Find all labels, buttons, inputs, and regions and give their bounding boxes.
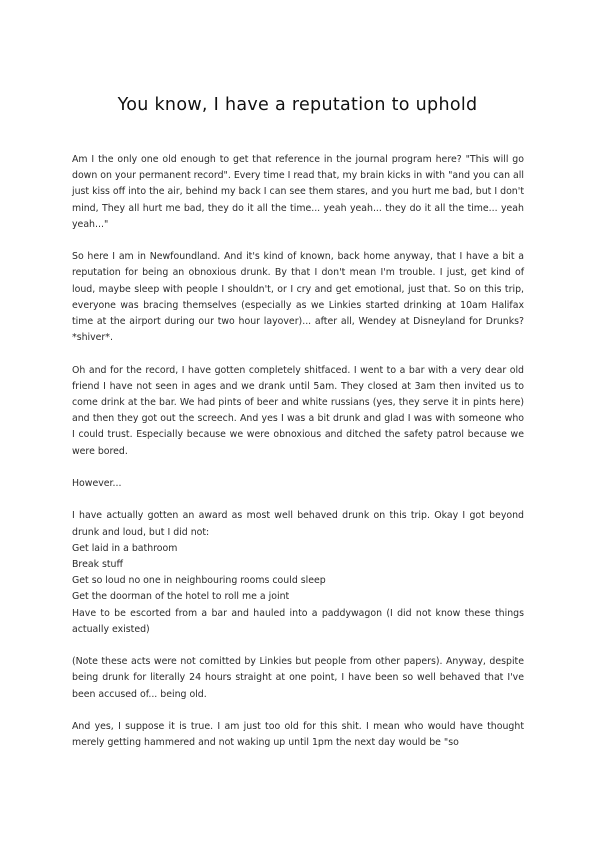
list-item: Get laid in a bathroom — [72, 542, 178, 554]
paragraph: So here I am in Newfoundland. And it's kind of known, back home anyway, that I have a bit a reputation for being an obnoxious drunk. By that I don't mean I'm trouble. I just, get kind of loud, maybe sleep with people I shouldn't, or I cry and get emotional, just that. So on this trip, everyone was bracing themselves (especially as we Linkies started drinking at 10am Halifax time at the airport during our two hour layover)... after all, Wendey at Disneyland for Drunks? *shiver*. — [72, 251, 524, 344]
list-item: Get so loud no one in neighbouring rooms could sleep — [72, 575, 326, 587]
paragraph: Oh and for the record, I have gotten completely shitfaced. I went to a bar with a very dear old friend I have not seen in ages and we drank until 5am. They closed at 3am then invited us to come drink at the bar. We had pints of beer and white russians (yes, they serve it in pints here) and then they got out the screech. And yes I was a bit drunk and glad I was with someone who I could trust. Especially because we were obnoxious and ditched the safety patrol because we were bored. — [72, 364, 524, 457]
paragraph: (Note these acts were not comitted by Linkies but people from other papers). Anyway, despite being drunk for literally 24 hours straight at one point, I have been so well behaved that I've been accused of... being old. — [72, 656, 524, 700]
paragraph: And yes, I suppose it is true. I am just too old for this shit. I mean who would have thought merely getting hammered and not waking up until 1pm the next day would be "so — [72, 721, 524, 749]
list-item: Have to be escorted from a bar and hauled into a paddywagon (I did not know these things actually existed) — [72, 607, 524, 635]
document-body — [72, 152, 524, 768]
list-intro-paragraph: I have actually gotten an award as most well behaved drunk on this trip. Okay I got beyond drunk and loud, but I did not: — [72, 510, 524, 538]
list-item: Break stuff — [72, 559, 123, 571]
paragraph: Am I the only one old enough to get that reference in the journal program here? "This will go down on your permanent record". Every time I read that, my brain kicks in with "and you can all just kiss off into the air, behind my back I can see them stares, and you hurt me bad, but I don't mind, They all hurt me bad, they do it all the time... yeah yeah... they do it all the time... yeah yeah..." — [72, 154, 524, 230]
document-title: You know, I have a reputation to uphold — [117, 95, 478, 115]
list-item: Get the doorman of the hotel to roll me a joint — [72, 591, 290, 603]
paragraph: However... — [72, 478, 122, 490]
did-not-list — [72, 541, 524, 638]
